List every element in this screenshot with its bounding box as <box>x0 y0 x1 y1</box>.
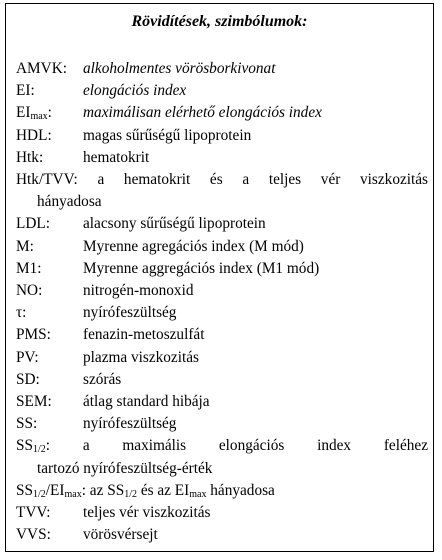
definition-continuation: tartozó nyírófeszültség-érték <box>37 459 213 477</box>
list-item <box>16 147 428 169</box>
list-item <box>16 502 428 524</box>
box-title: Rövidítések, szimbólumok: <box>131 13 308 30</box>
abbreviation: τ: <box>16 304 27 322</box>
definition: Myrenne aggregációs index (M1 mód) <box>83 259 320 277</box>
abbreviation: SS: <box>16 415 38 433</box>
list-item <box>16 391 428 413</box>
abbreviation: M: <box>16 237 34 255</box>
list-item <box>16 280 428 302</box>
abbreviation: VVS: <box>16 526 51 544</box>
list-item <box>16 347 428 369</box>
abbreviation: PMS: <box>16 326 51 344</box>
definition: a hematokrit és a teljes vér viszkozitás <box>97 171 428 189</box>
abbreviation: Htk: <box>16 148 44 166</box>
definition: alkoholmentes vörösborkivonat <box>83 60 276 77</box>
abbreviation: $EI_{max}$: <box>16 104 52 123</box>
definition: magas sűrűségű lipoprotein <box>83 126 252 144</box>
list-item <box>16 524 428 546</box>
abbreviation: SD: <box>16 370 40 388</box>
definition: az $SS_{1/2}$ és az $EI_{max}$ hányadosa <box>89 481 275 500</box>
definition: átlag standard hibája <box>83 393 210 411</box>
abbreviation: $SS_{1/2}$: <box>16 437 51 456</box>
definition: nitrogén-monoxid <box>83 282 194 300</box>
list-item <box>16 80 428 102</box>
abbreviations-box <box>5 3 434 552</box>
definition: fenazin-metoszulfát <box>83 326 205 344</box>
list-item <box>16 169 428 213</box>
abbreviation: AMVK: <box>16 60 67 77</box>
definition: vörösvérsejt <box>83 526 158 544</box>
abbreviation: M1: <box>16 259 42 277</box>
list-item <box>16 480 428 502</box>
list-item <box>16 213 428 235</box>
list-item <box>16 236 428 258</box>
list-item <box>16 435 428 479</box>
definition: elongációs index <box>83 82 187 100</box>
definition: a maximális elongációs index feléhez <box>82 437 428 455</box>
list-item <box>16 369 428 391</box>
definition-continuation: hányadosa <box>37 193 102 211</box>
list-item <box>16 302 428 324</box>
definition: nyírófeszültség <box>83 304 177 322</box>
definition: Myrenne agregációs index (M mód) <box>83 237 304 255</box>
list-item <box>16 258 428 280</box>
definition: maximálisan elérhető elongációs index <box>83 104 322 122</box>
abbreviation-list <box>16 58 428 546</box>
abbreviation: SEM: <box>16 393 52 411</box>
list-item <box>16 125 428 147</box>
abbreviation: TVV: <box>16 504 51 522</box>
abbreviation: HDL: <box>16 126 52 144</box>
list-item <box>16 413 428 435</box>
abbreviation: EI: <box>16 82 35 100</box>
abbreviation: NO: <box>16 282 43 300</box>
abbreviation: $SS_{1/2}/EI_{max}$: <box>16 481 86 500</box>
list-item <box>16 102 428 124</box>
definition: teljes vér viszkozitás <box>83 504 211 522</box>
list-item <box>16 324 428 346</box>
definition: hematokrit <box>83 148 150 166</box>
definition: plazma viszkozitás <box>83 348 199 366</box>
abbreviation: Htk/TVV: <box>16 171 78 189</box>
list-item <box>16 58 428 80</box>
definition: alacsony sűrűségű lipoprotein <box>83 215 266 233</box>
definition: nyírófeszültség <box>83 415 177 433</box>
definition: szórás <box>83 370 122 388</box>
abbreviation: PV: <box>16 348 39 366</box>
abbreviation: LDL: <box>16 215 50 233</box>
